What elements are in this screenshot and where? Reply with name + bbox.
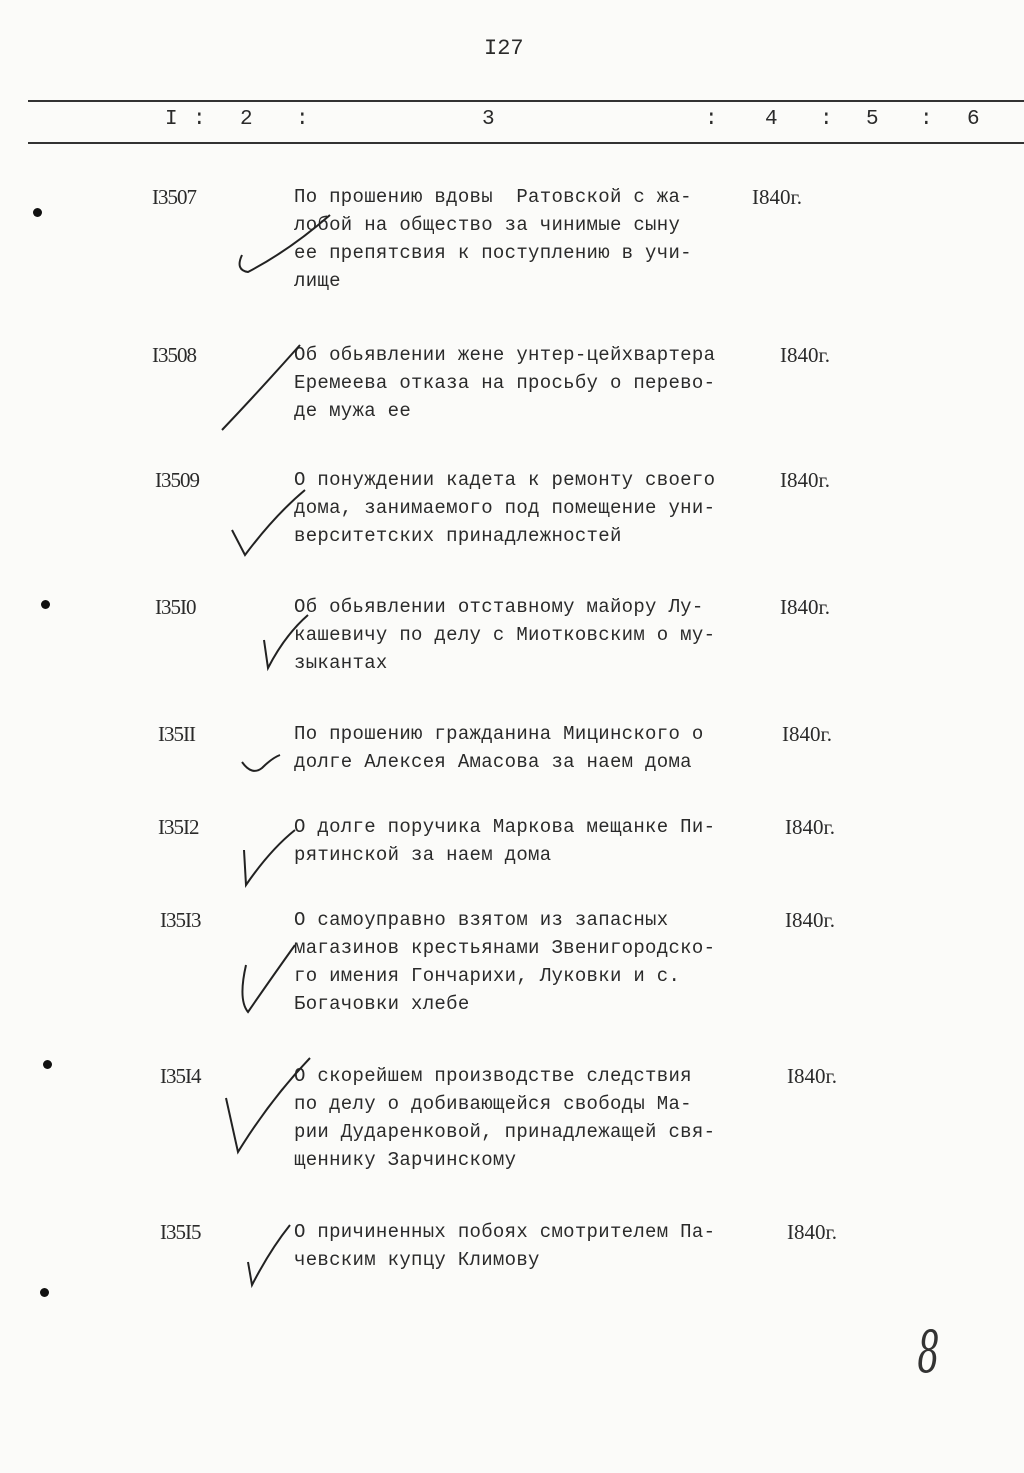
column-3: 3 <box>482 108 495 131</box>
checkmark-icon <box>244 830 295 885</box>
entry-description <box>294 185 692 297</box>
description-line: О причиненных побоях смотрителем Па- <box>294 1221 716 1243</box>
checkmark-icon <box>222 345 300 430</box>
entry-description <box>294 1220 715 1276</box>
column-header <box>0 108 1024 138</box>
description-line: го имения Гончарихи, Луковки и с. <box>294 965 681 987</box>
entry-number: I35I3 <box>160 908 201 932</box>
column-sep: : <box>820 108 833 131</box>
description-line: По прошению вдовы Ратовской с жа- <box>294 186 692 208</box>
handwritten-page-mark: 8 <box>917 1318 940 1386</box>
entry-year: I840г. <box>780 468 830 492</box>
description-line: зыкантах <box>294 652 388 674</box>
description-line: О скорейшем производстве следствия <box>294 1065 692 1087</box>
punch-hole-mark <box>33 208 42 217</box>
entry-year: I840г. <box>787 1220 837 1244</box>
column-sep: : <box>920 108 933 131</box>
entry-number: I3508 <box>152 343 196 367</box>
description-line: де мужа ее <box>294 400 412 422</box>
description-line: О понуждении кадета к ремонту своего <box>294 469 716 491</box>
column-sep: : <box>296 108 309 131</box>
checkmark-icon <box>242 945 295 1012</box>
description-line: верситетских принадлежностей <box>294 525 622 547</box>
header-bottom-rule <box>28 142 1024 144</box>
entry-year: I840г. <box>782 722 832 746</box>
entry-year: I840г. <box>785 908 835 932</box>
entry-description <box>294 595 715 679</box>
checkmark-icon <box>242 755 280 771</box>
description-line: Еремеева отказа на просьбу о перево- <box>294 372 716 394</box>
description-line: ее препятсвия к поступлению в учи- <box>294 242 692 264</box>
description-line: рии Дударенковой, принадлежащей свя- <box>294 1121 716 1143</box>
entry-description <box>294 343 715 427</box>
header-top-rule <box>28 100 1024 102</box>
entry-number: I35I5 <box>160 1220 201 1244</box>
entry-number: I35I2 <box>158 815 199 839</box>
entry-number: I3509 <box>155 468 199 492</box>
column-5: 5 <box>866 108 879 131</box>
description-line: Об обьявлении жене унтер-цейхвартера <box>294 344 716 366</box>
column-sep: : <box>705 108 718 131</box>
description-line: долге Алексея Амасова за наем дома <box>294 751 692 773</box>
column-sep: : <box>193 108 206 131</box>
punch-hole-mark <box>43 1060 52 1069</box>
column-4: 4 <box>765 108 778 131</box>
punch-hole-mark <box>40 1288 49 1297</box>
entry-year: I840г. <box>787 1064 837 1088</box>
column-1: I <box>165 108 178 131</box>
description-line: чевским купцу Климову <box>294 1249 540 1271</box>
description-line: О самоуправно взятом из запасных <box>294 909 669 931</box>
description-line: Об обьявлении отставному майору Лу- <box>294 596 704 618</box>
checkmark-icon <box>248 1225 290 1285</box>
entry-description <box>294 1064 715 1176</box>
entry-description <box>294 468 715 552</box>
description-line: магазинов крестьянами Звенигородско- <box>294 937 716 959</box>
entry-number: I35I0 <box>155 595 196 619</box>
column-2: 2 <box>240 108 253 131</box>
description-line: Богачовки хлебе <box>294 993 470 1015</box>
column-6: 6 <box>967 108 980 131</box>
description-line: щеннику Зарчинскому <box>294 1149 517 1171</box>
punch-hole-mark <box>41 600 50 609</box>
description-line: кашевичу по делу с Миотковским о му- <box>294 624 716 646</box>
entry-description <box>294 815 715 871</box>
page-number: I27 <box>484 36 524 61</box>
description-line: по делу о добивающейся свободы Ма- <box>294 1093 692 1115</box>
description-line: рятинской за наем дома <box>294 844 552 866</box>
entry-year: I840г. <box>780 595 830 619</box>
description-line: лище <box>294 270 341 292</box>
entry-year: I840г. <box>785 815 835 839</box>
entry-number: I35I4 <box>160 1064 201 1088</box>
entry-year: I840г. <box>780 343 830 367</box>
entry-year: I840г. <box>752 185 802 209</box>
entry-number: I35II <box>158 722 195 746</box>
entry-description <box>294 722 704 778</box>
entry-number: I3507 <box>152 185 196 209</box>
description-line: дома, занимаемого под помещение уни- <box>294 497 716 519</box>
description-line: лобой на общество за чинимые сыну <box>294 214 681 236</box>
entry-description <box>294 908 715 1020</box>
description-line: О долге поручика Маркова мещанке Пи- <box>294 816 716 838</box>
description-line: По прошению гражданина Мицинского о <box>294 723 704 745</box>
